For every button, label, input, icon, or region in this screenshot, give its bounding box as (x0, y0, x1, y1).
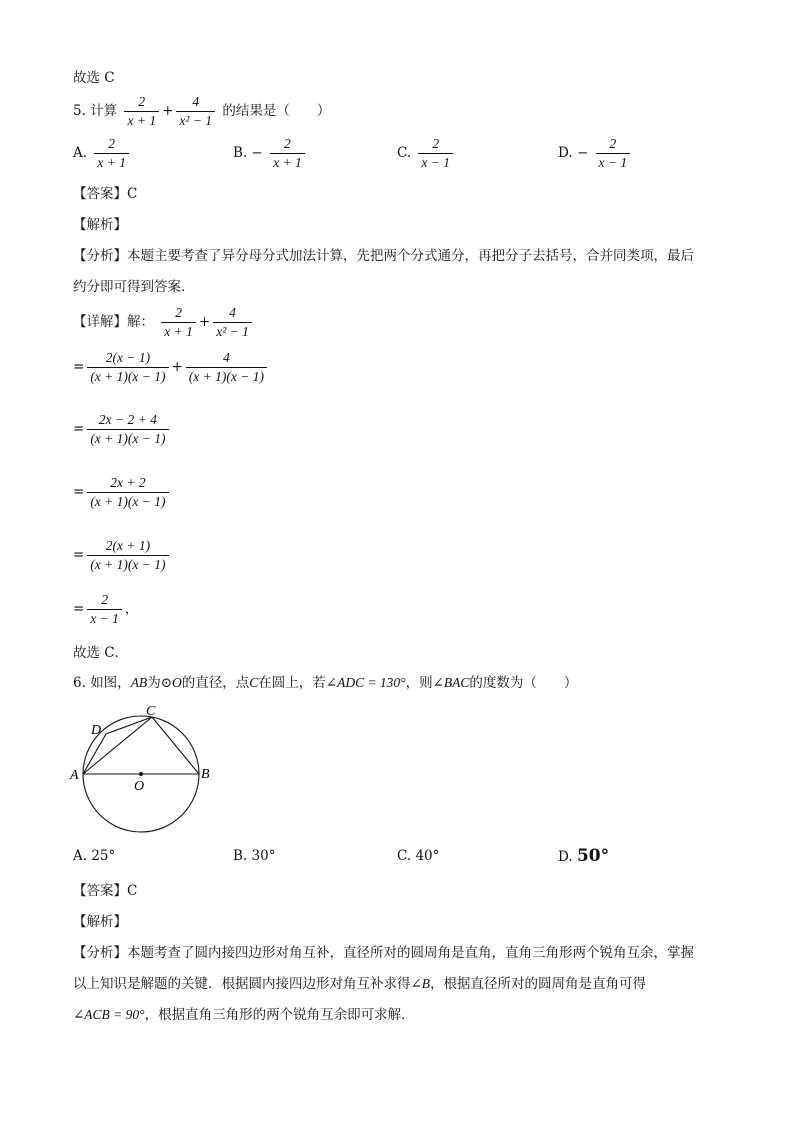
answer-tag: 【答案】 (73, 883, 127, 899)
q5-stem-prefix: 计算 (90, 103, 118, 119)
frac-num: 2 (609, 136, 617, 151)
fenxi-tag: 【分析】 (73, 248, 127, 264)
detail-tag: 【详解】 (73, 314, 127, 330)
q6-stem-f: 的度数为（ ） (469, 675, 578, 691)
option-label: B. (233, 145, 248, 161)
q6-stem-a: 如图， (90, 675, 131, 691)
q6-stem-c: 的直径，点 (181, 675, 250, 691)
q6-circle-o: ⊙O (160, 675, 182, 690)
step-frac (87, 350, 168, 385)
frac-den: x − 1 (596, 153, 631, 171)
q5-conclusion: 故选 C． (73, 645, 129, 661)
frac-num: 2 (108, 136, 116, 151)
step-frac (87, 538, 168, 573)
q5-fenxi-line1 (73, 244, 694, 264)
step-frac (87, 475, 168, 510)
frac-num: 2x + 2 (110, 475, 146, 490)
frac-num: 2 (432, 136, 440, 151)
q5-option-d (558, 136, 633, 171)
q5-step-5: = $\frac{2}{x - 1}$ ， (73, 592, 139, 626)
frac-den: x + 1 (124, 111, 159, 129)
q5-step-4: = $\frac{2(x + 1)}{(x + 1)(x - 1)}$ (73, 538, 172, 573)
q5-detail-head: 【详解】解： $\frac{2}{x + 1}$ + $\frac{4}{\text{x² − 1}}$ (73, 305, 255, 340)
angle-acb: ∠ACB = 90° (73, 1007, 145, 1022)
frac-den: x + 1 (94, 153, 129, 171)
detail-frac2 (213, 305, 252, 340)
answer-value: C (127, 186, 138, 202)
frac-den: (x + 1)(x − 1) (87, 429, 168, 447)
q6-ab: AB (130, 675, 148, 690)
q6-stem-b: 为 (147, 675, 161, 691)
q5-fenxi-line2: 约分即可得到答案． (73, 279, 195, 295)
q6-stem-e: ，则 (405, 675, 433, 691)
option-label: D. (558, 849, 573, 865)
fenxi-text-c: ，根据直角三角形的两个锐角互余即可求解． (144, 1007, 415, 1023)
q5-analysis-tag: 【解析】 (73, 217, 127, 233)
q5-option-a (73, 136, 132, 171)
fenxi-text-a: 以上知识是解题的关键．根据圆内接四边形对角互补求得 (73, 976, 411, 992)
step-tail: ， (124, 601, 139, 617)
q6-angle2: ∠BAC (432, 675, 470, 690)
option-text: 30° (251, 848, 276, 864)
frac-num: 4 (192, 94, 200, 109)
option-label: B. (233, 848, 248, 864)
fenxi-text: 本题考查了圆内接四边形对角互补，直径所对的圆周角是直角，直角三角形两个锐角互余，掌握 (127, 945, 694, 961)
q6-answer (73, 879, 137, 899)
q5-step-2: = $\frac{2x - 2 + 4}{(x + 1)(x - 1)}$ (73, 412, 172, 447)
frac-den: (x + 1)(x − 1) (186, 367, 267, 385)
frac-num: 4 (229, 305, 236, 320)
frac-den: x² − 1 (176, 111, 215, 129)
step-frac (186, 350, 267, 385)
label-b: B (201, 767, 210, 782)
option-label: C. (397, 145, 412, 161)
option-sign: − (251, 145, 263, 161)
frac-num: 2 (175, 305, 182, 320)
step-frac (87, 592, 122, 627)
center-point (139, 772, 143, 776)
option-frac (418, 136, 453, 171)
frac-den: (x + 1)(x − 1) (87, 492, 168, 510)
frac-num: 2 (138, 94, 146, 109)
q6-option-d (558, 846, 609, 866)
frac-den: x − 1 (418, 153, 453, 171)
q6-angle1: ∠ADC = 130° (325, 675, 406, 690)
step-frac (87, 412, 168, 447)
q6-fenxi-line3 (73, 1003, 415, 1023)
q5-answer (73, 182, 137, 202)
label-o: O (134, 779, 145, 794)
option-text: 40° (415, 848, 440, 864)
frac-num: 2 (101, 592, 108, 607)
q6-stem-d: 在圆上，若 (258, 675, 326, 691)
q6-fenxi-line2 (73, 972, 646, 992)
frac-den: (x + 1)(x − 1) (87, 367, 168, 385)
prev-conclusion: 故选 C (73, 70, 115, 86)
option-label: A. (73, 145, 88, 161)
q5-frac2 (176, 94, 215, 129)
option-frac (94, 136, 129, 171)
detail-prefix: 解： (127, 314, 154, 330)
answer-value: C (127, 883, 138, 899)
fenxi-tag: 【分析】 (73, 945, 127, 961)
q5-option-c (397, 136, 456, 171)
frac-num: 2(x − 1) (105, 350, 151, 365)
q5-stem-suffix: 的结果是（ ） (222, 103, 331, 119)
q6-option-a (73, 848, 115, 864)
q6-option-c (397, 848, 439, 864)
q5-frac1 (124, 94, 159, 129)
option-sign: − (576, 145, 589, 161)
q6-fenxi-line1 (73, 941, 694, 961)
q5-number: 5. (73, 103, 86, 119)
frac-den: x + 1 (270, 153, 305, 171)
chord-dc (106, 717, 152, 734)
option-label: C. (397, 848, 412, 864)
frac-den: x − 1 (87, 609, 122, 627)
q5-step-1: = $\frac{2(x - 1)}{(x + 1)(x - 1)}$ + $\frac{4}{(x + 1)(x - 1)}$ (73, 350, 270, 385)
q6-circle-figure (66, 700, 226, 840)
q5-stem: 5. 计算 $\frac{2}{x + 1}$ + $\frac{4}{\text{x² − 1}}$ 的结果是（ ） (73, 94, 331, 128)
q5-step-3: = $\frac{2x + 2}{(x + 1)(x - 1)}$ (73, 475, 172, 510)
detail-frac1 (161, 305, 196, 340)
option-label: D. (558, 145, 573, 161)
option-text: 50° (576, 846, 610, 866)
frac-den: x + 1 (161, 322, 196, 340)
frac-den: (x + 1)(x − 1) (87, 555, 168, 573)
option-frac (270, 136, 305, 171)
option-label: A. (73, 848, 88, 864)
frac-num: 2 (284, 136, 291, 151)
angle-b: ∠B (410, 976, 431, 991)
label-c: C (146, 704, 156, 719)
q5-option-b (233, 136, 308, 171)
q6-number: 6. (73, 675, 86, 691)
q6-c: C (249, 675, 259, 690)
option-frac (596, 136, 631, 171)
frac-den: x² − 1 (213, 322, 252, 340)
frac-num: 4 (223, 350, 230, 365)
answer-tag: 【答案】 (73, 186, 127, 202)
frac-num: 2x − 2 + 4 (98, 412, 157, 427)
label-d: D (91, 723, 102, 738)
q6-analysis-tag: 【解析】 (73, 914, 127, 930)
q6-stem (73, 671, 577, 691)
frac-num: 2(x + 1) (105, 538, 151, 553)
fenxi-text-b: ，根据直径所对的圆周角是直角可得 (430, 976, 647, 992)
label-a: A (70, 768, 79, 783)
q6-option-b (233, 848, 275, 864)
option-text: 25° (91, 848, 116, 864)
fenxi-text: 本题主要考查了异分母分式加法计算，先把两个分式通分，再把分子去括号，合并同类项，最后 (127, 248, 694, 264)
